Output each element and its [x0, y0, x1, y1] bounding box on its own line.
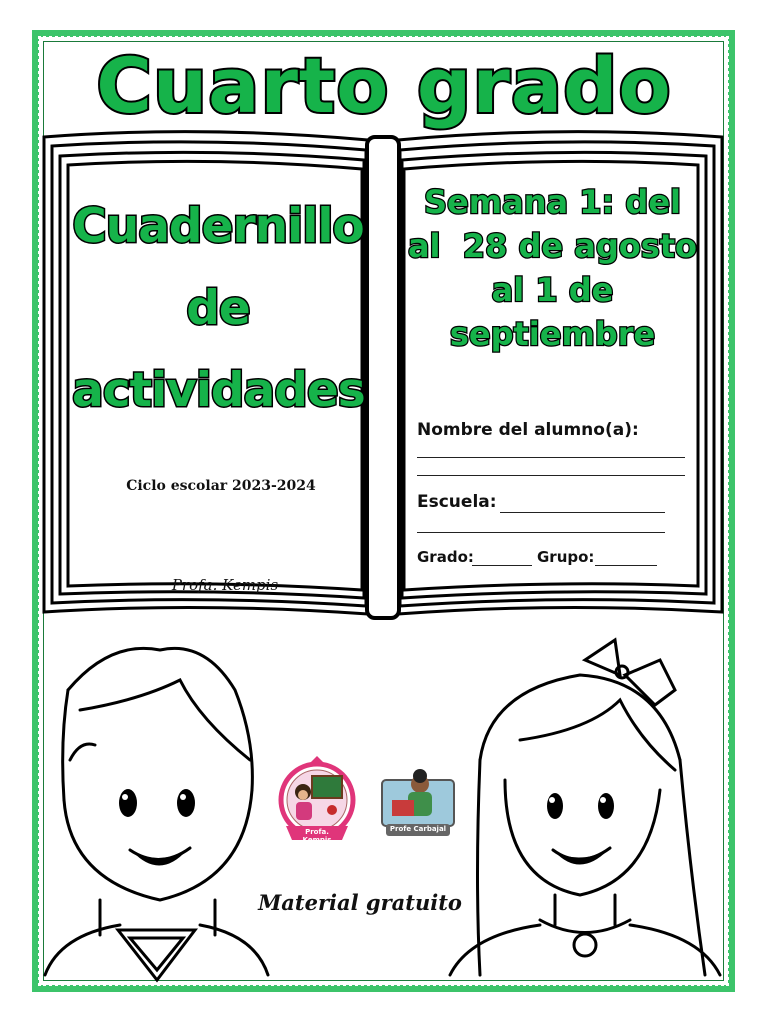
- kempis-logo: [276, 752, 358, 848]
- author-signature: Profa. Kempis: [171, 576, 279, 594]
- school-year: Ciclo escolar 2023-2024: [126, 478, 316, 494]
- main-title: Cuarto grado: [96, 41, 672, 130]
- school-label: Escuela:: [417, 492, 497, 512]
- week-title-line: septiembre: [449, 315, 656, 353]
- school-line[interactable]: [417, 532, 665, 533]
- week-title-line: al 28 de agosto: [407, 227, 698, 265]
- grade-label: Grado:: [417, 548, 474, 566]
- carbajal-logo-text: Profe Carbajal: [389, 825, 447, 833]
- week-title: [405, 180, 700, 356]
- week-title-line: al 1 de: [491, 271, 614, 309]
- group-line[interactable]: [595, 565, 657, 566]
- notebook-title: [72, 186, 364, 432]
- group-label: Grupo:: [537, 548, 595, 566]
- student-name-line[interactable]: [417, 475, 685, 476]
- student-name-label: Nombre del alumno(a):: [417, 420, 639, 440]
- school-line[interactable]: [500, 512, 665, 513]
- week-title-line: Semana 1: del: [424, 183, 681, 221]
- notebook-title-line: Cuadernillo: [72, 199, 364, 254]
- carbajal-logo: [378, 766, 458, 838]
- kempis-logo-text: Profa. Kempis: [302, 828, 332, 844]
- student-name-line[interactable]: [417, 457, 685, 458]
- free-material-label: Material gratuito: [258, 890, 462, 915]
- notebook-title-line: actividades: [72, 363, 365, 418]
- notebook-title-line: de: [186, 281, 250, 336]
- grade-line[interactable]: [472, 565, 532, 566]
